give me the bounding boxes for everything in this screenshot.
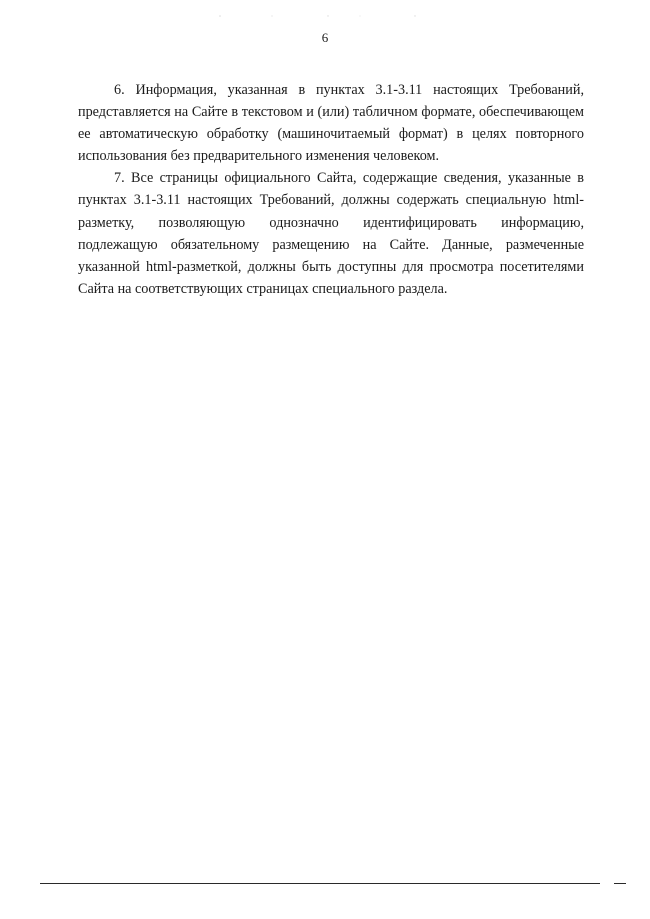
footer-rule-tick bbox=[614, 883, 626, 884]
page-number: 6 bbox=[321, 30, 329, 45]
scan-noise bbox=[210, 14, 430, 18]
footer-rule bbox=[40, 883, 600, 884]
paragraph-7: 7. Все страницы официального Сайта, содержащие сведения, указанные в пунктах 3.1-3.11 настоящих Требований, должны содержать специальную html-разметку, позволяющую однозначно идентифицировать информацию, подлежащую обязательному размещению на Сайте. Данные, размеченные указанной html-разметкой, должны быть доступны для просмотра посетителями Сайта на соответствующих страницах специального раздела. bbox=[78, 170, 584, 297]
document-body bbox=[78, 79, 584, 300]
paragraph-6: 6. Информация, указанная в пунктах 3.1-3.11 настоящих Требований, представляется на Сайте в текстовом и (или) табличном формате, обеспечивающем ее автоматическую обработку (машиночитаемый формат) в целях повторного использования без предварительного изменения человеком. bbox=[78, 82, 584, 165]
